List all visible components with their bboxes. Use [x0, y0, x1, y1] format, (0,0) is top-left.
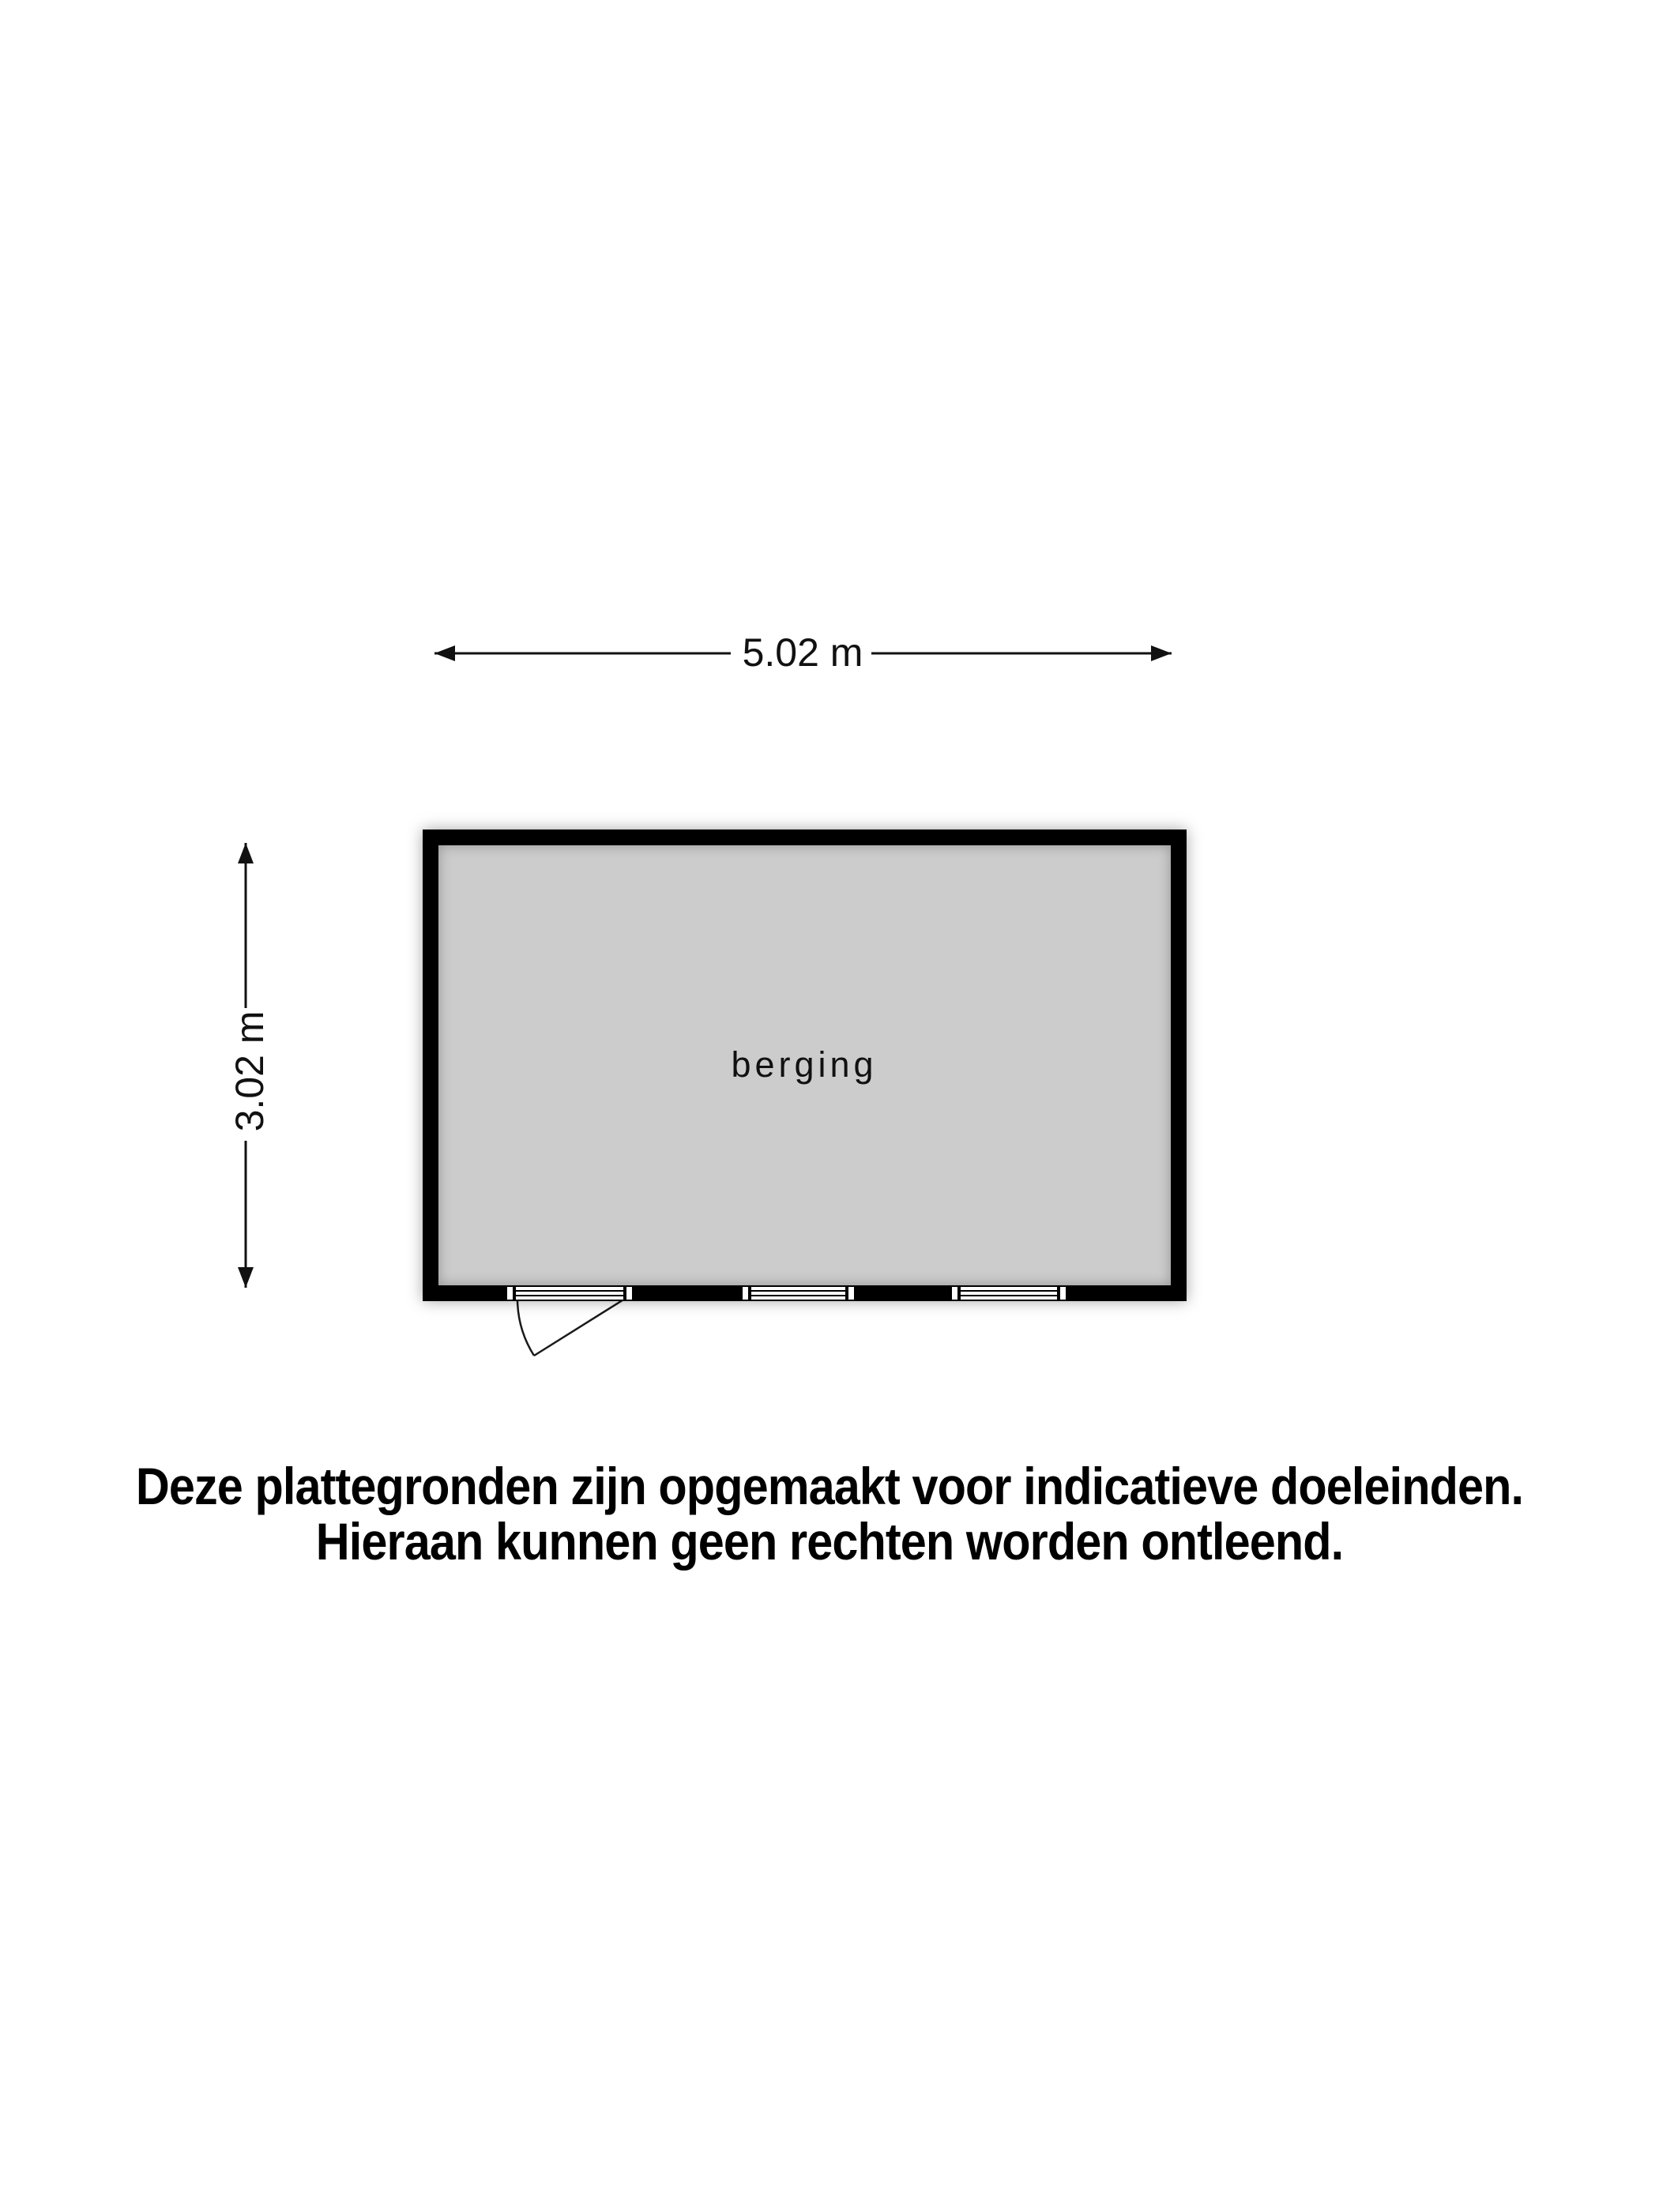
disclaimer [83, 1458, 1576, 1569]
frame-post [950, 1285, 959, 1301]
frame-post [741, 1285, 750, 1301]
window-glazing-lines [751, 1290, 845, 1296]
door-leaf-line [534, 1299, 625, 1356]
room-label: berging [731, 1044, 878, 1085]
frame-post [506, 1285, 514, 1301]
window-opening [959, 1285, 1059, 1301]
arrowhead-right-icon [1151, 645, 1172, 661]
frame-post [625, 1285, 634, 1301]
arrowhead-down-icon [238, 1267, 254, 1288]
frame-post [1059, 1285, 1067, 1301]
door-swing-icon [517, 1299, 625, 1356]
width-dimension-label: 5.02 m [742, 630, 863, 675]
arrowhead-left-icon [434, 645, 455, 661]
frame-post [847, 1285, 856, 1301]
disclaimer-line-1: Deze plattegronden zijn opgemaakt voor indicatieve doeleinden. [135, 1457, 1524, 1515]
window-opening [750, 1285, 847, 1301]
arrowhead-up-icon [238, 843, 254, 863]
height-dimension-label: 3.02 m [228, 1010, 272, 1132]
door-swing-arc [517, 1301, 534, 1356]
door-opening [514, 1285, 625, 1301]
door-glazing-lines [516, 1290, 623, 1296]
window-glazing-lines [961, 1290, 1057, 1296]
disclaimer-line-2: Hieraan kunnen geen rechten worden ontleend. [315, 1512, 1344, 1571]
